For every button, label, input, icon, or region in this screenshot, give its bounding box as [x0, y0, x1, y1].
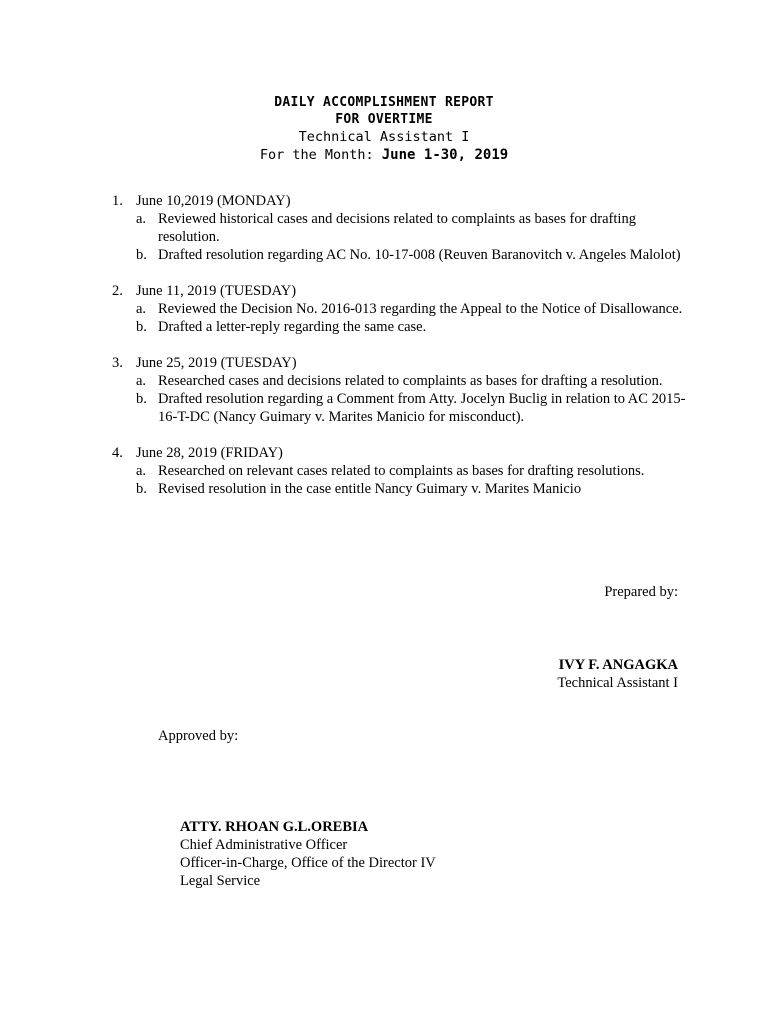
entry-date-line	[112, 192, 692, 210]
report-title-line2: FOR OVERTIME	[335, 112, 433, 127]
preparer-name: IVY F. ANGAGKA	[558, 657, 678, 673]
approver-title-3: Legal Service	[180, 873, 261, 889]
entry-date: June 10,2019 (MONDAY)	[136, 193, 291, 209]
sub-item-text: Drafted resolution regarding AC No. 10-17-008 (Reuven Baranovitch v. Angeles Malolot)	[158, 247, 681, 263]
sub-item-letter: a.	[136, 463, 147, 479]
approver-signature-block	[180, 818, 436, 890]
entry-date-line	[112, 282, 692, 300]
list-item	[112, 282, 692, 336]
sub-item	[136, 390, 692, 426]
preparer-title: Technical Assistant I	[557, 675, 678, 691]
entry-date: June 11, 2019 (TUESDAY)	[136, 283, 297, 299]
sub-item	[136, 300, 692, 318]
sub-item-text: Drafted resolution regarding a Comment from Atty. Jocelyn Buclig in relation to AC 2015-16-T-DC (Nancy Guimary v. Marites Manicio for misconduct).	[158, 391, 686, 425]
sub-item-text: Reviewed historical cases and decisions related to complaints as bases for drafting resolution.	[158, 211, 636, 245]
list-item	[112, 444, 692, 498]
sub-item-text: Reviewed the Decision No. 2016-013 regarding the Appeal to the Notice of Disallowance.	[158, 301, 683, 317]
preparer-signature-block	[557, 656, 678, 692]
entry-number: 2.	[112, 283, 123, 299]
sub-item	[136, 372, 692, 390]
entry-number: 4.	[112, 445, 123, 461]
list-item	[112, 354, 692, 426]
approved-by-label: Approved by:	[158, 728, 239, 744]
sub-item-letter: b.	[136, 319, 147, 335]
entry-date: June 25, 2019 (TUESDAY)	[136, 355, 297, 371]
entry-date: June 28, 2019 (FRIDAY)	[136, 445, 283, 461]
entry-number: 3.	[112, 355, 123, 371]
prepared-by-label: Prepared by:	[604, 584, 678, 600]
approver-title-1: Chief Administrative Officer	[180, 837, 348, 853]
sub-item-letter: a.	[136, 373, 147, 389]
entry-number: 1.	[112, 193, 123, 209]
sub-item	[136, 480, 692, 498]
accomplishment-list	[112, 192, 692, 516]
month-label: For the Month:	[259, 147, 374, 163]
sub-item-text: Revised resolution in the case entitle Nancy Guimary v. Marites Manicio	[158, 481, 582, 497]
approver-name: ATTY. RHOAN G.L.OREBIA	[180, 819, 369, 835]
report-position: Technical Assistant I	[298, 129, 470, 145]
sub-item	[136, 318, 692, 336]
sub-item	[136, 462, 692, 480]
sub-item-text: Drafted a letter-reply regarding the same case.	[158, 319, 427, 335]
sub-item-letter: a.	[136, 211, 147, 227]
sub-item-text: Researched cases and decisions related to complaints as bases for drafting a resolution.	[158, 373, 663, 389]
list-item	[112, 192, 692, 264]
report-header	[0, 94, 768, 164]
approver-title-2: Officer-in-Charge, Office of the Director IV	[180, 855, 436, 871]
sub-item-letter: b.	[136, 391, 147, 407]
report-month	[0, 146, 768, 164]
entry-date-line	[112, 444, 692, 462]
sub-item-letter: a.	[136, 301, 147, 317]
sub-item-letter: b.	[136, 247, 147, 263]
entry-date-line	[112, 354, 692, 372]
sub-item-text: Researched on relevant cases related to complaints as bases for drafting resolutions.	[158, 463, 645, 479]
sub-item-letter: b.	[136, 481, 147, 497]
sub-item	[136, 210, 692, 246]
report-title-line1: DAILY ACCOMPLISHMENT REPORT	[274, 95, 494, 110]
sub-item	[136, 246, 692, 264]
month-value: June 1-30, 2019	[381, 147, 509, 163]
